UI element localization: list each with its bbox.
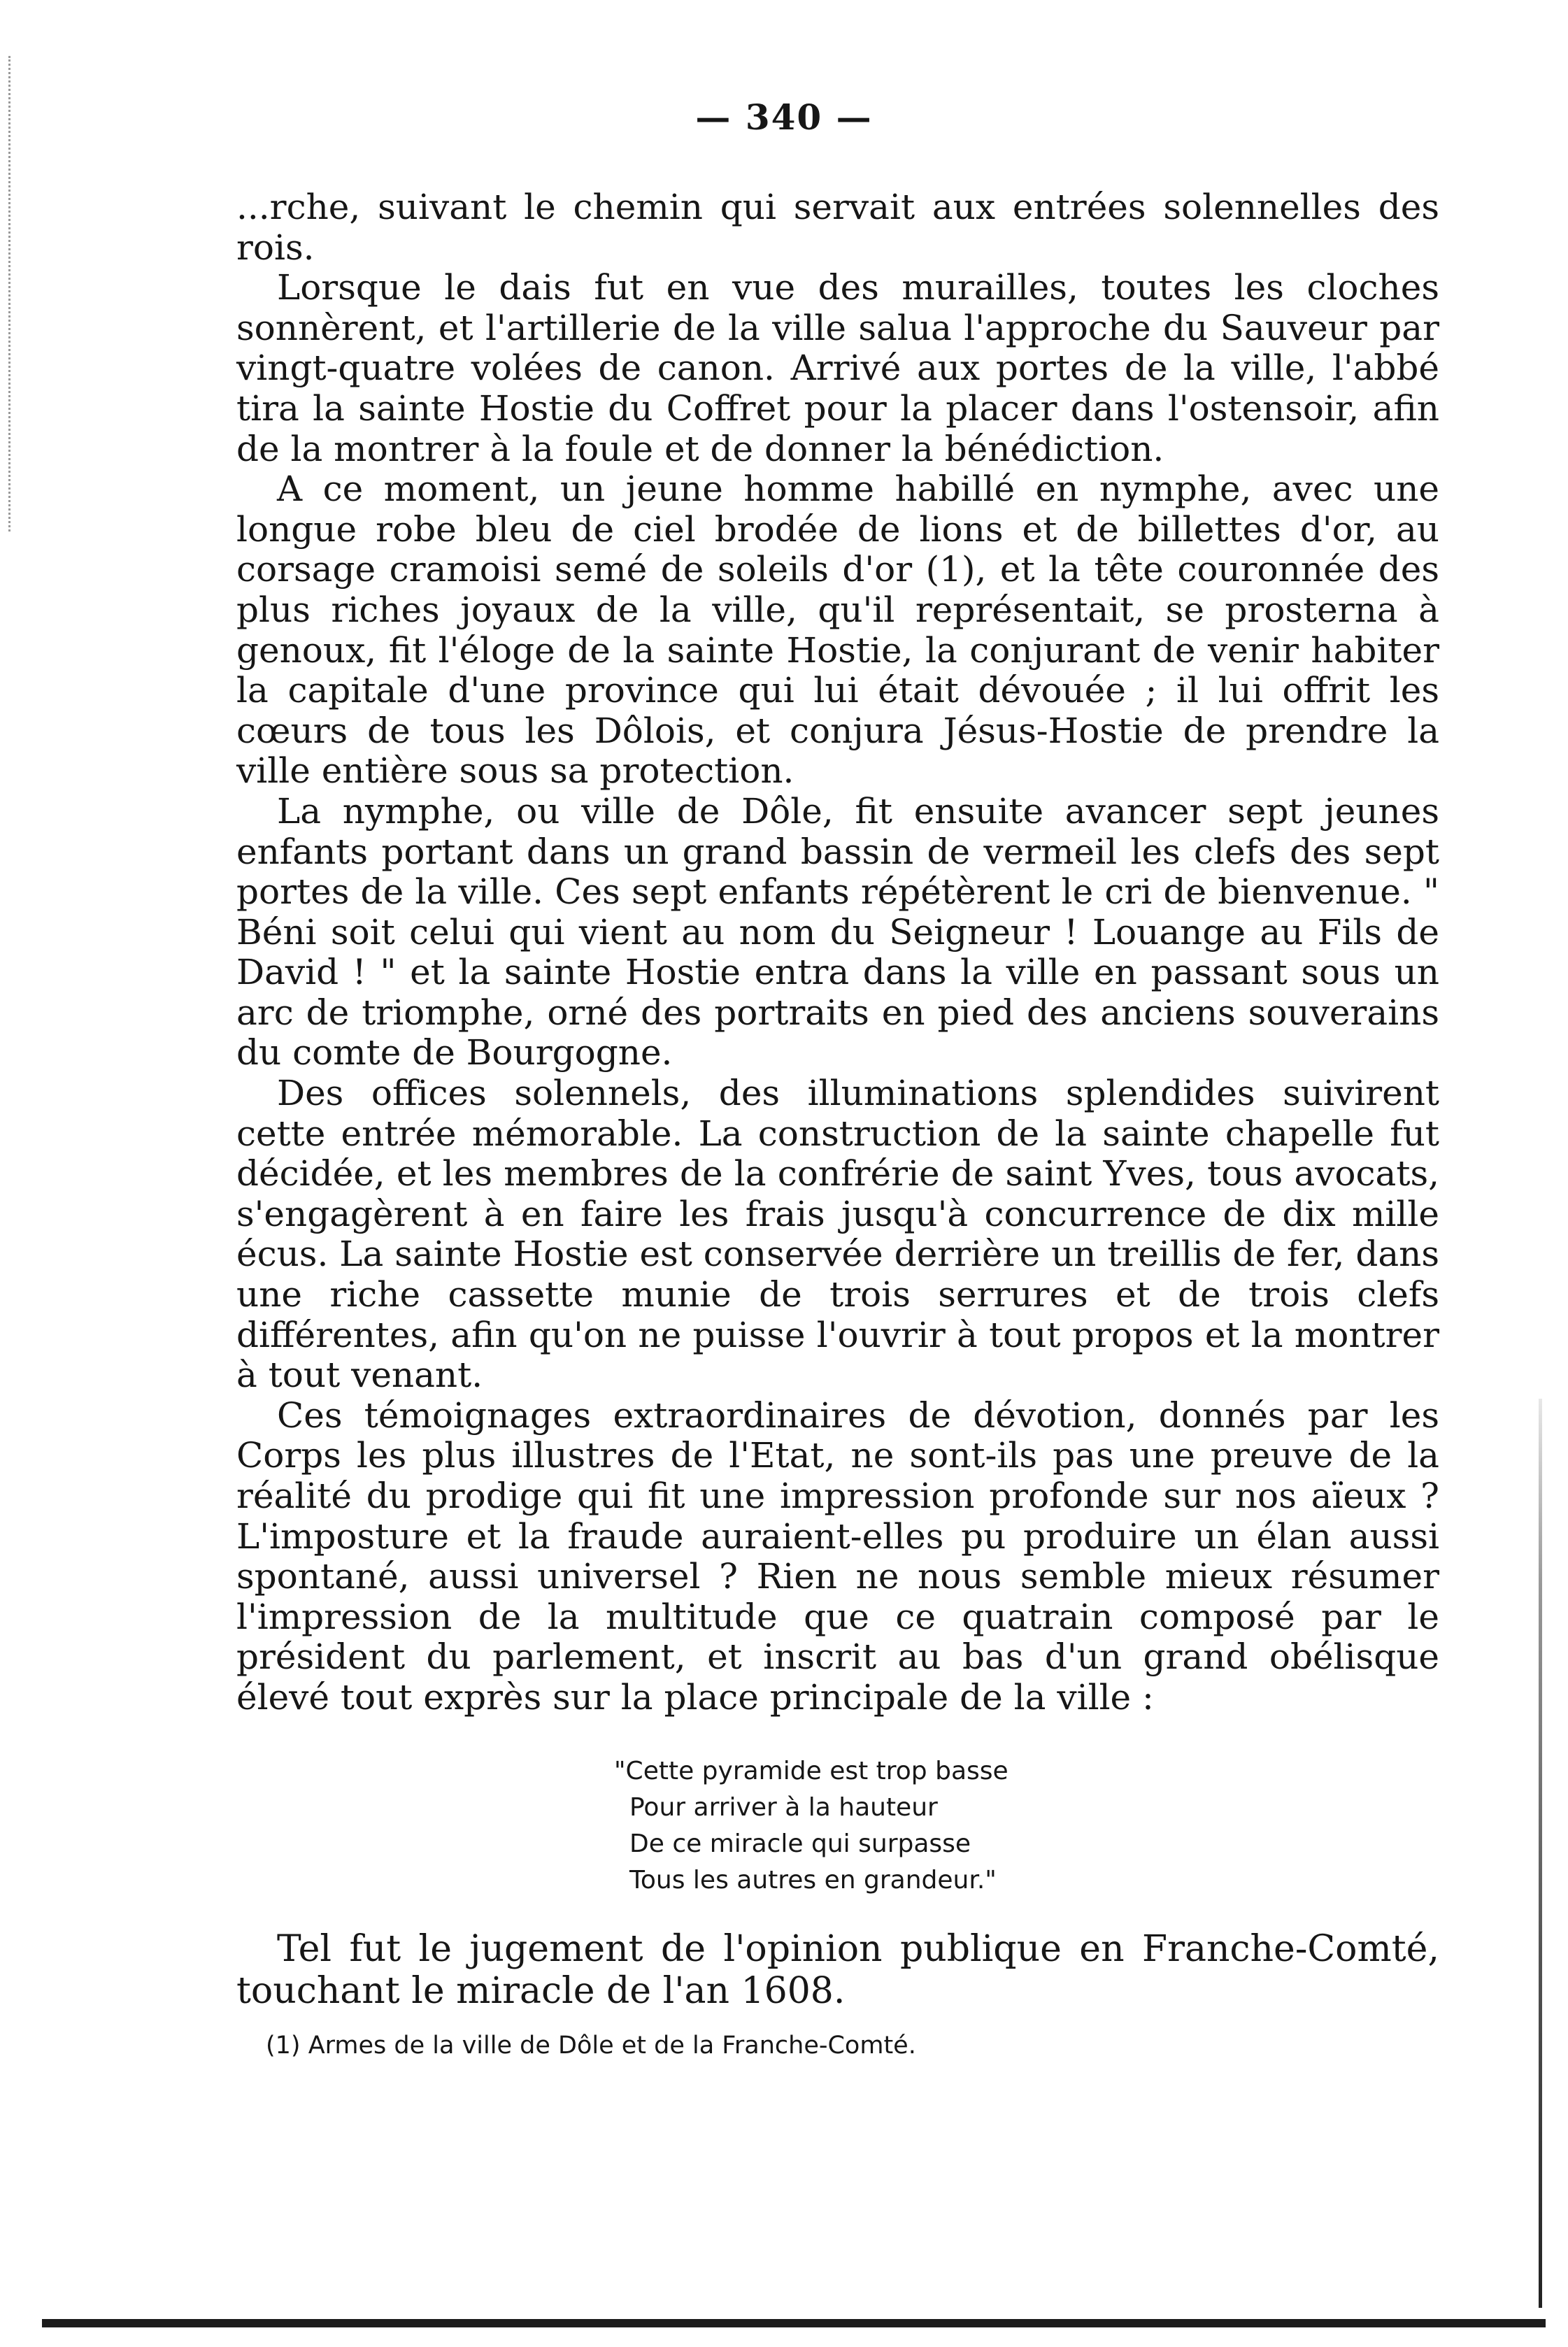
paragraph-dais: Lorsque le dais fut en vue des murailles, toutes les cloches sonnèrent, et l'artillerie de la ville salua l'approche du Sauveur par vingt-quatre volées de canon. Arrivé aux portes de la ville, l'abbé tira la sainte Hostie du Coffret pour la placer dans l'ostensoir, afin de la montrer à la foule et de donner la bénédiction. xyxy=(236,267,1439,469)
paragraph-continuation: ...rche, suivant le chemin qui servait aux entrées solennelles des rois. xyxy=(236,187,1439,268)
quatrain-line: Tous les autres en grandeur." xyxy=(629,1865,997,1895)
quatrain-line: Pour arriver à la hauteur xyxy=(629,1792,938,1822)
page-number: — 340 — xyxy=(695,97,873,138)
quatrain-line: "Cette pyramide est trop basse xyxy=(614,1756,1008,1785)
paragraph-nymphe: A ce moment, un jeune homme habillé en nymphe, avec une longue robe bleu de ciel brodée de lions et de billettes d'or, au corsage cramoisi semé de soleils d'or (1), et la tête couronnée des plus riches joyaux de la ville, qu'il représentait, se prosterna à genoux, fit l'éloge de la sainte Hostie, la conjurant de venir habiter la capitale d'une province qui lui était dévouée ; il lui offrit les cœurs de tous les Dôlois, et conjura Jésus-Hostie de prendre la ville entière sous sa protection. xyxy=(236,469,1439,792)
paragraph-offices: Des offices solennels, des illuminations splendides suivirent cette entrée mémorable. La construction de la sainte chapelle fut décidée, et les membres de la confrérie de saint Yves, tous avocats, s'engagèrent à en faire les frais jusqu'à concurrence de dix mille écus. La sainte Hostie est conservée derrière un treillis de fer, dans une riche cassette munie de trois serrures et de trois clefs différentes, afin qu'on ne puisse l'ouvrir à tout propos et la montrer à tout venant. xyxy=(236,1073,1439,1396)
paragraph-enfants: La nymphe, ou ville de Dôle, fit ensuite avancer sept jeunes enfants portant dans un grand bassin de vermeil les clefs des sept portes de la ville. Ces sept enfants répétèrent le cri de bienvenue. " Béni soit celui qui vient au nom du Seigneur ! Louange au Fils de David ! " et la sainte Hostie entra dans la ville en passant sous un arc de triomphe, orné des portraits en pied des anciens souverains du comte de Bourgogne. xyxy=(236,790,1439,1073)
quatrain xyxy=(614,1753,1439,1899)
paragraph-conclusion: Tel fut le jugement de l'opinion publique en Franche-Comté, touchant le miracle de l'an 1608. xyxy=(236,1927,1439,2012)
scan-edge-right xyxy=(1539,1399,1542,2308)
scan-edge-bottom xyxy=(42,2319,1546,2327)
quatrain-line: De ce miracle qui surpasse xyxy=(629,1829,971,1858)
paragraph-temoignages: Ces témoignages extraordinaires de dévotion, donnés par les Corps les plus illustres de l'Etat, ne sont-ils pas une preuve de la réalité du prodige qui fit une impression profonde sur nos aïeux ? L'imposture et la fraude auraient-elles pu produire un élan aussi spontané, aussi universel ? Rien ne nous semble mieux résumer l'impression de la multitude que ce quatrain composé par le président du parlement, et inscrit au bas d'un grand obélisque élevé tout exprès sur la place principale de la ville : xyxy=(236,1394,1439,1718)
footnote: (1) Armes de la ville de Dôle et de la Franche-Comté. xyxy=(266,2031,916,2060)
body-text xyxy=(236,187,1439,2061)
